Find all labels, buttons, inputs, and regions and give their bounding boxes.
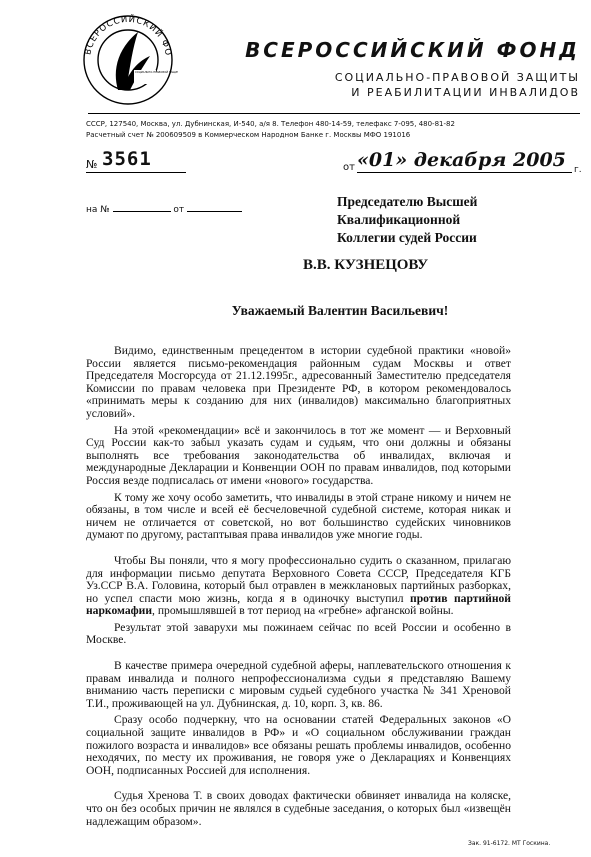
number-underline (86, 172, 186, 173)
print-footer: Зак. 91-6172. МТ Госкина. (468, 840, 551, 847)
contact-account: Расчетный счет № 200609509 в Коммерческом Народном Банке г. Москвы МФО 191016 (86, 131, 411, 139)
contact-address: СССР, 127540, Москва, ул. Дубнинская, И-540, а/я 8. Телефон 480-14-59, телефакс 7-095, 480-81-82 (86, 120, 455, 128)
addressee-block (337, 193, 587, 247)
logo-emblem-icon (78, 10, 178, 110)
greeting: Уважаемый Валентин Васильевич! (231, 303, 449, 318)
reference-date-blank (187, 203, 242, 212)
logo-ring-text: ВСЕРОССИЙСКИЙ ФО (83, 14, 173, 58)
paragraph-8: Судья Хренова Т. в своих доводах фактически обвиняет инвалида на коляске, что он без особых причин не являлся в судебные заседания, о которых был «извещён надлежащим образом». (86, 789, 511, 828)
paragraph-4 (86, 555, 511, 618)
addressee-line3: Коллегии судей России (337, 230, 477, 245)
paragraph-4-start: Чтобы Вы поняли, что я могу профессионально судить о сказанном, прилагаю для информации письмо депутата Верховного Совета СССР, Председателя КГБ Уз.ССР В.А. Головина, который был отравлен в межклановых партийных разборках, но успел спасти мою жизнь, когда я в одиночку выступил (86, 553, 511, 605)
org-subtitle-line1: СОЦИАЛЬНО-ПРАВОВОЙ ЗАЩИТЫ (334, 71, 580, 84)
paragraph-5: Результат этой заварухи мы пожинаем сейчас по всей России и особенно в Москве. (86, 620, 511, 647)
org-title: ВСЕРОССИЙСКИЙ ФОНД (245, 38, 580, 62)
paragraph-6: В качестве примера очередной судебной аферы, наплевательского отношения к правам инвалида и полного непрофессионализма судьи я представляю Вашему вниманию часть переписки с мировым судьей судебного участка № 341 Хреновой Т.И., проживающей на ул. Дубнинская, д. 10, корп. 3, кв. 86. (86, 659, 511, 710)
paragraph-4-bold: против партийной наркомафии (86, 591, 511, 618)
paragraph-4-end: , промышлявшей в тот период на «гребне» афганской войны. (152, 604, 454, 618)
org-subtitle (190, 70, 580, 100)
addressee-line2: Квалификационной (337, 212, 461, 227)
paragraph-1: Видимо, единственным прецедентом в истории судебной практики «новой» России является письмо-рекомендация районным судам Москвы и ответ Председателя Мосгорсуда от 21.12.1995г., адресованный Заместителю председателя Комиссии по правам человека при Президенте РФ, в котором рекомендовалось «принимать меры к созданию для них (инвалидов) максимально благоприятных условий». (86, 344, 511, 420)
logo-inner-text: СОЦИАЛЬНО-ПРАВОВОЙ ЗАЩИ (135, 71, 178, 74)
date-suffix: г. (574, 165, 582, 175)
addressee-line1: Председателю Высшей (337, 194, 478, 209)
paragraph-3: К тому же хочу особо заметить, что инвалиды в этой стране никому и ничем не обязаны, в том числе и всей её бесчеловечной судебной системе, которая никак и ничем не отличается от советской, но вот большинство судейских чиновников думают по другому, растаптывая права инвалидов уже многие годы. (86, 490, 511, 542)
number-prefix: № (86, 158, 98, 171)
header-divider (88, 113, 580, 114)
date-underline (357, 172, 572, 173)
reference-from: от (173, 205, 185, 215)
paragraph-2: На этой «рекомендации» всё и закончилось в тот же момент — и Верховный Суд России как-то забыл указать судам и судьям, что они должны и обязаны выполнять все требования законодательства об инвалидах, включая и международные Декларации и Конвенции ООН по правам инвалидов, под которыми Россия везде подписалась от имени «нового» государства. (86, 423, 511, 487)
reference-line (86, 203, 242, 215)
reference-prefix: на № (86, 205, 110, 215)
letter-date: «01» декабря 2005 (357, 149, 566, 171)
reference-number-blank (113, 203, 171, 212)
foundation-logo (78, 10, 178, 110)
recipient-name: В.В. КУЗНЕЦОВУ (303, 257, 429, 273)
org-subtitle-line2: И РЕАБИЛИТАЦИИ ИНВАЛИДОВ (351, 86, 580, 99)
date-prefix: от (343, 162, 355, 173)
contact-block (86, 119, 586, 141)
letter-body (86, 345, 511, 832)
paragraph-7: Сразу особо подчеркну, что на основании статей Федеральных законов «О социальной защите инвалидов в РФ» и «О социальном обслуживании граждан пожилого возраста и инвалидов» все обязаны решать проблемы инвалидов, особенно неходячих, по месту их проживания, не говоря уже о Декларациях и Конвенциях ООН, подписанных Россией для исполнения. (86, 713, 511, 777)
outgoing-number: 3561 (102, 148, 152, 170)
